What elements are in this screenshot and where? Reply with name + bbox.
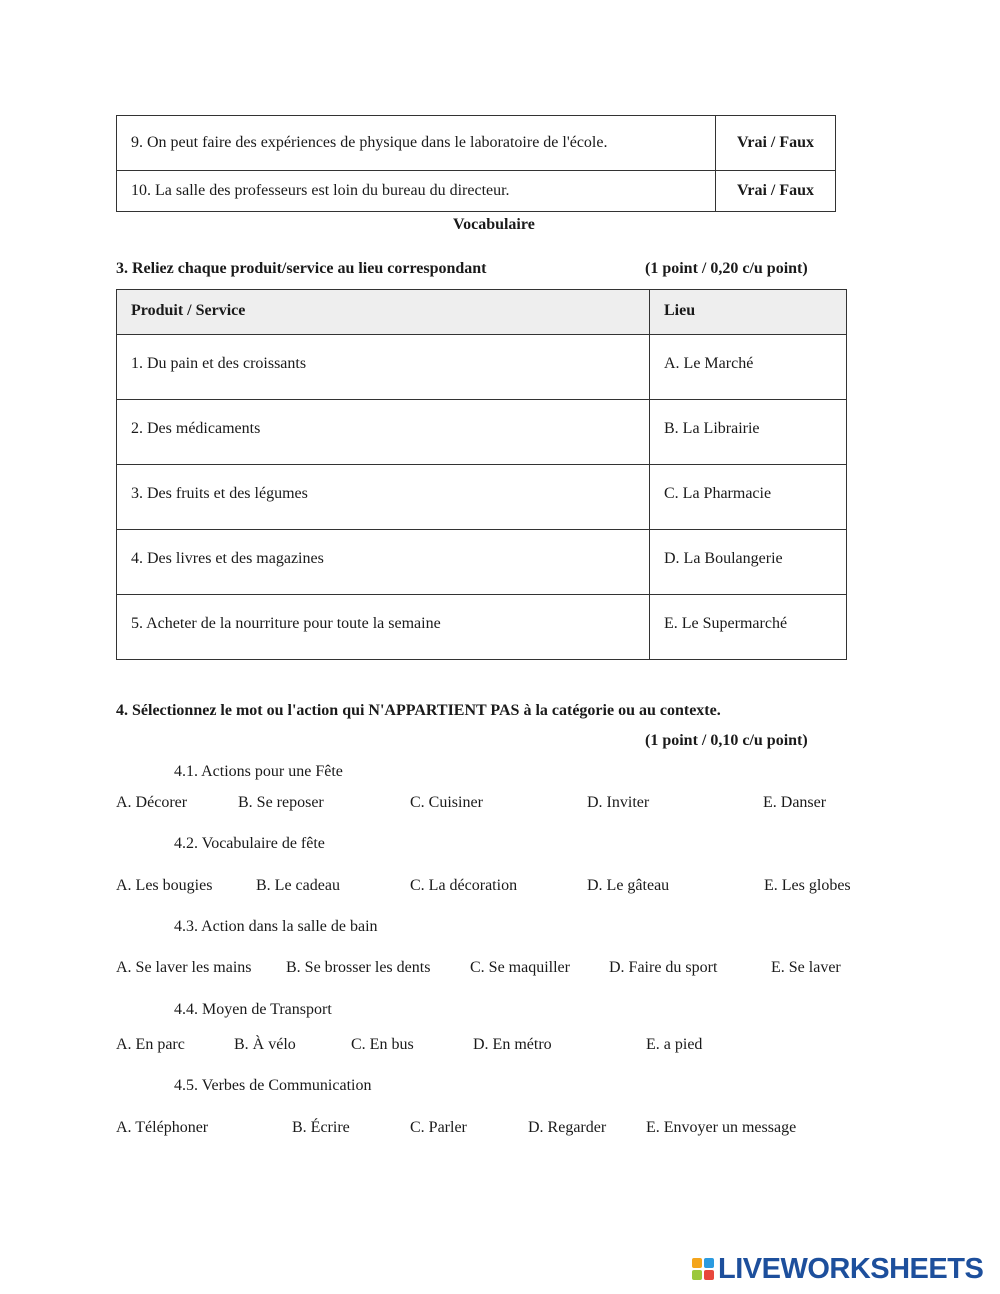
group-label: 4.1. Actions pour une Fête xyxy=(174,763,343,780)
option[interactable]: E. Danser xyxy=(763,794,827,811)
place-cell[interactable]: E. Le Supermarché xyxy=(650,595,847,660)
true-false-table xyxy=(116,115,836,212)
option[interactable]: C. Cuisiner xyxy=(410,794,483,811)
column-header-place: Lieu xyxy=(650,290,847,335)
group-label: 4.2. Vocabulaire de fête xyxy=(174,835,325,852)
table-row xyxy=(117,465,847,530)
logo-mark-icon xyxy=(692,1258,714,1280)
option[interactable]: D. Faire du sport xyxy=(609,959,718,976)
option[interactable]: C. La décoration xyxy=(410,877,518,894)
table-header-row xyxy=(117,290,847,335)
product-cell[interactable]: 1. Du pain et des croissants xyxy=(117,335,650,400)
group-label: 4.4. Moyen de Transport xyxy=(174,1001,332,1018)
matching-table xyxy=(116,289,847,660)
question-4-points: (1 point / 0,10 c/u point) xyxy=(645,732,808,749)
table-row xyxy=(117,595,847,660)
question-text: 9. On peut faire des expériences de physique dans le laboratoire de l'école. xyxy=(117,116,716,171)
option[interactable]: D. Le gâteau xyxy=(587,877,670,894)
place-cell[interactable]: D. La Boulangerie xyxy=(650,530,847,595)
table-row xyxy=(117,335,847,400)
option[interactable]: A. Téléphoner xyxy=(116,1119,209,1136)
table-row xyxy=(117,400,847,465)
option[interactable]: E. a pied xyxy=(646,1036,703,1053)
option[interactable]: D. Inviter xyxy=(587,794,650,811)
question-text: 10. La salle des professeurs est loin du bureau du directeur. xyxy=(117,171,716,212)
option[interactable]: A. En parc xyxy=(116,1036,185,1053)
section-title: Vocabulaire xyxy=(453,216,535,233)
group-label: 4.5. Verbes de Communication xyxy=(174,1077,372,1094)
option[interactable]: C. Se maquiller xyxy=(470,959,570,976)
option[interactable]: B. Écrire xyxy=(292,1119,350,1136)
product-cell[interactable]: 5. Acheter de la nourriture pour toute la semaine xyxy=(117,595,650,660)
option[interactable]: A. Les bougies xyxy=(116,877,213,894)
product-cell[interactable]: 2. Des médicaments xyxy=(117,400,650,465)
place-cell[interactable]: C. La Pharmacie xyxy=(650,465,847,530)
logo-wordmark: LIVEWORKSHEETS xyxy=(718,1253,984,1285)
table-row xyxy=(117,116,836,171)
place-cell[interactable]: A. Le Marché xyxy=(650,335,847,400)
true-false-choice[interactable]: Vrai / Faux xyxy=(716,171,836,212)
column-header-product: Produit / Service xyxy=(117,290,650,335)
question-4-title: 4. Sélectionnez le mot ou l'action qui N'APPARTIENT PAS à la catégorie ou au contexte. xyxy=(116,702,721,719)
product-cell[interactable]: 4. Des livres et des magazines xyxy=(117,530,650,595)
table-row xyxy=(117,171,836,212)
group-label: 4.3. Action dans la salle de bain xyxy=(174,918,378,935)
option[interactable]: A. Décorer xyxy=(116,794,188,811)
product-cell[interactable]: 3. Des fruits et des légumes xyxy=(117,465,650,530)
option[interactable]: D. Regarder xyxy=(528,1119,607,1136)
option[interactable]: D. En métro xyxy=(473,1036,552,1053)
option[interactable]: E. Envoyer un message xyxy=(646,1119,797,1136)
place-cell[interactable]: B. La Librairie xyxy=(650,400,847,465)
question-3-points: (1 point / 0,20 c/u point) xyxy=(645,260,808,277)
option[interactable]: E. Se laver xyxy=(771,959,841,976)
option[interactable]: B. Se reposer xyxy=(238,794,324,811)
true-false-choice[interactable]: Vrai / Faux xyxy=(716,116,836,171)
option[interactable]: B. À vélo xyxy=(234,1036,296,1053)
table-row xyxy=(117,530,847,595)
option[interactable]: B. Se brosser les dents xyxy=(286,959,431,976)
option[interactable]: C. Parler xyxy=(410,1119,467,1136)
question-3-title: 3. Reliez chaque produit/service au lieu correspondant xyxy=(116,260,487,277)
option[interactable]: A. Se laver les mains xyxy=(116,959,252,976)
option[interactable]: C. En bus xyxy=(351,1036,414,1053)
option[interactable]: E. Les globes xyxy=(764,877,851,894)
option[interactable]: B. Le cadeau xyxy=(256,877,340,894)
